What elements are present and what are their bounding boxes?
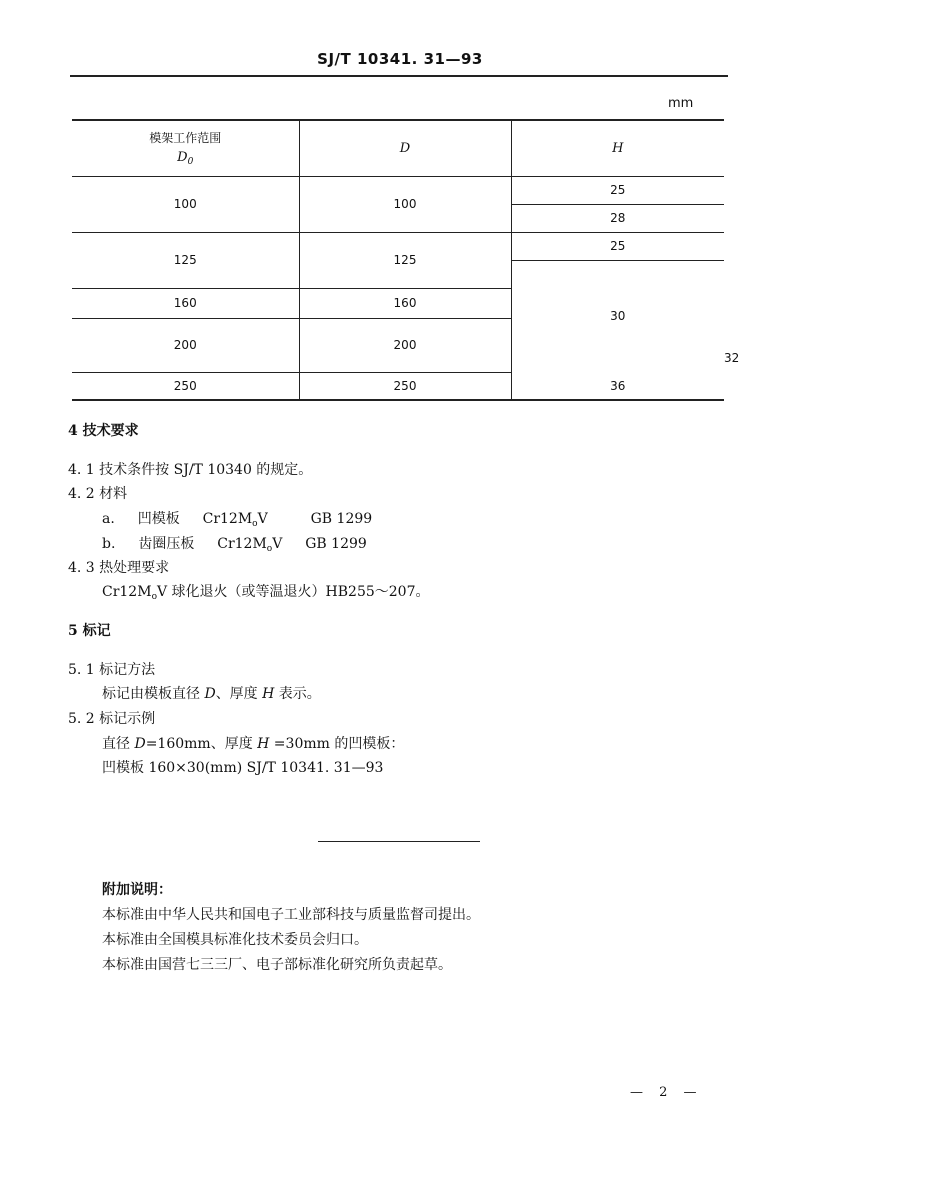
section-4-heading: 4 技术要求: [68, 423, 139, 439]
cell-h: 25: [511, 232, 724, 260]
clause-4-3: 4. 3 热处理要求: [68, 560, 170, 576]
table-row: [72, 232, 724, 260]
part-name: 齿圈压板: [138, 536, 195, 552]
material-code: $Cr12M_oV$: [202, 511, 268, 529]
clause-4-1: 4. 1 技术条件按 SJ/T 10340 的规定。: [68, 462, 313, 478]
page-number: — 2 —: [630, 1085, 703, 1100]
material-code: $Cr12M_oV$: [217, 536, 283, 554]
cell-d: 100: [299, 176, 511, 232]
end-separator-rule: [318, 841, 480, 842]
cell-d: 125: [299, 232, 511, 288]
marking-example: 凹模板 160×30(mm) SJ/T 10341. 31—93: [102, 760, 384, 776]
standard-code: GB 1299: [305, 536, 367, 552]
cell-d0: 200: [72, 318, 299, 372]
header-d0: [72, 120, 299, 176]
notes-line: 本标准由全国模具标准化技术委员会归口。: [102, 932, 368, 948]
notes-title: 附加说明：: [102, 882, 172, 898]
notes-line: 本标准由国营七三三厂、电子部标准化研究所负责起草。: [102, 957, 452, 973]
heat-treatment-text: $Cr12M_oV$ 球化退火（或等温退火）HB255～207。: [102, 584, 430, 602]
cell-d0: 250: [72, 372, 299, 400]
notes-line: 本标准由中华人民共和国电子工业部科技与质量监督司提出。: [102, 907, 480, 923]
standard-code: GB 1299: [310, 511, 373, 527]
table-row: 32: [724, 351, 740, 365]
cell-d0: 100: [72, 176, 299, 232]
header-d0-symbol: D: [177, 150, 188, 166]
item-label: b.: [102, 536, 116, 552]
clause-5-2: 5. 2 标记示例: [68, 711, 156, 727]
table-row: [72, 372, 724, 400]
material-item-a: [102, 509, 372, 534]
table-header-row: [72, 120, 724, 176]
cell-d: 200: [299, 318, 511, 372]
cell-d0: 160: [72, 288, 299, 318]
cell-d: 250: [299, 372, 511, 400]
header-d0-subscript: 0: [187, 157, 194, 168]
cell-d: 160: [299, 288, 511, 318]
clause-5-1: 5. 1 标记方法: [68, 662, 156, 678]
header-rule: [70, 75, 728, 77]
document-code-header: SJ/T 10341. 31—93: [317, 50, 483, 68]
cell-h: 36: [511, 372, 724, 400]
item-label: a.: [102, 511, 115, 527]
dimension-table: [72, 119, 740, 401]
cell-d0: 125: [72, 232, 299, 288]
table-unit: mm: [668, 96, 694, 111]
marking-method-text: 标记由模板直径 D、厚度 H 表示。: [102, 686, 321, 702]
table-row: [72, 176, 724, 204]
header-h: H: [511, 120, 724, 176]
cell-h: 28: [511, 204, 724, 232]
section-5-heading: 5 标记: [68, 623, 111, 639]
header-d: D: [299, 120, 511, 176]
header-d0-label: 模架工作范围: [149, 131, 222, 146]
part-name: 凹模板: [137, 511, 180, 527]
cell-h: 25: [511, 176, 724, 204]
clause-4-2: 4. 2 材料: [68, 486, 128, 502]
cell-h: 30: [610, 309, 626, 324]
material-item-b: [102, 534, 367, 559]
marking-example-desc: 直径 D=160mm、厚度 H =30mm 的凹模板：: [102, 736, 405, 752]
